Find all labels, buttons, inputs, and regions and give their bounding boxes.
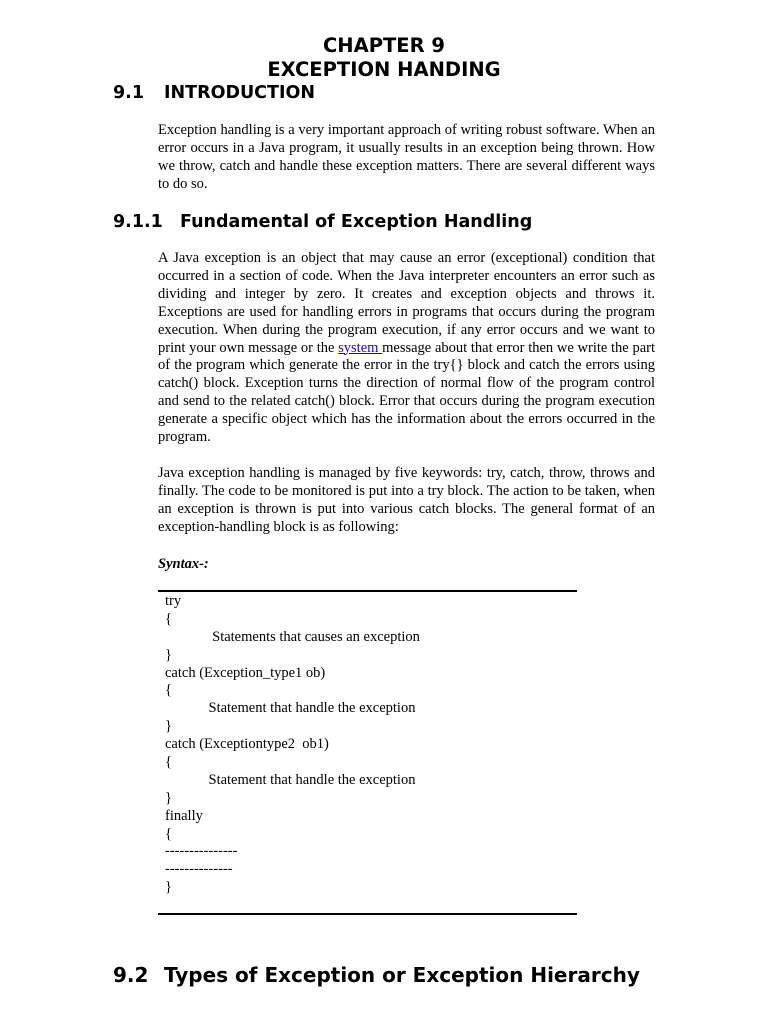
paragraph-text: A Java exception is an object that may cause an error (exceptional) condition that occurred in a section of code. When the Java interpreter encounters an error such as dividing and integer by zero. It creates and exception objects and throws it. Exceptions are used for handling errors in programs that occurs during the program execution. When during the program execution, if any error occurs and we want to print your own message or the xyxy=(158,250,655,356)
section-title: Fundamental of Exception Handling xyxy=(180,212,533,232)
code-line: catch (Exception_type1 ob) xyxy=(165,664,326,681)
code-line: -------------- xyxy=(165,861,233,878)
code-line: finally xyxy=(165,807,203,824)
code-line: { xyxy=(165,682,172,699)
code-line: { xyxy=(165,610,172,627)
paragraph-text: message about that error then we write the part of the program which generate the error in the try{} block and catch the errors using catch() block. Exception turns the direction of normal flow of the program control and send to the related catch() block. Error that occurs during the program execution generate a specific object which has the information about the errors occurred in the program. xyxy=(158,339,655,446)
syntax-label: Syntax-: xyxy=(158,556,209,572)
chapter-title: EXCEPTION HANDING xyxy=(267,58,501,81)
code-line: Statement that handle the exception xyxy=(165,771,416,788)
section-number: 9.2 xyxy=(113,963,149,987)
fundamental-paragraph xyxy=(158,250,655,447)
section-number: 9.1.1 xyxy=(113,212,163,232)
section-heading-9-1 xyxy=(113,82,315,104)
code-line: Statements that causes an exception xyxy=(165,628,420,645)
section-title: INTRODUCTION xyxy=(164,83,315,103)
code-line: { xyxy=(165,754,172,771)
intro-paragraph: Exception handling is a very important approach of writing robust software. When an error occurs in a Java program, it usually results in an exception being thrown. How we throw, catch and handle these exception matters. There are several different ways to do so. xyxy=(158,122,655,192)
code-block xyxy=(165,593,575,897)
code-line: } xyxy=(165,789,172,806)
code-block-top-rule xyxy=(158,590,577,592)
code-line: try xyxy=(165,593,182,609)
code-line: { xyxy=(165,825,172,842)
code-line: } xyxy=(165,646,172,663)
system-link[interactable]: system xyxy=(338,339,383,356)
section-number: 9.1 xyxy=(113,83,145,103)
code-line: Statement that handle the exception xyxy=(165,700,416,717)
section-title: Types of Exception or Exception Hierarchy xyxy=(164,963,640,987)
code-line: catch (Exceptiontype2 ob1) xyxy=(165,736,329,753)
code-block-bottom-rule xyxy=(158,913,577,915)
section-heading-9-2 xyxy=(113,963,640,987)
keywords-paragraph: Java exception handling is managed by five keywords: try, catch, throw, throws and finally. The code to be monitored is put into a try block. The action to be taken, when an exception is thrown is put into various catch blocks. The general format of an exception-handling block is as following: xyxy=(158,465,655,535)
code-line: } xyxy=(165,879,172,896)
chapter-number: CHAPTER 9 xyxy=(322,34,445,57)
section-heading-9-1-1 xyxy=(113,211,532,233)
code-line: --------------- xyxy=(165,843,238,860)
code-line: } xyxy=(165,718,172,735)
